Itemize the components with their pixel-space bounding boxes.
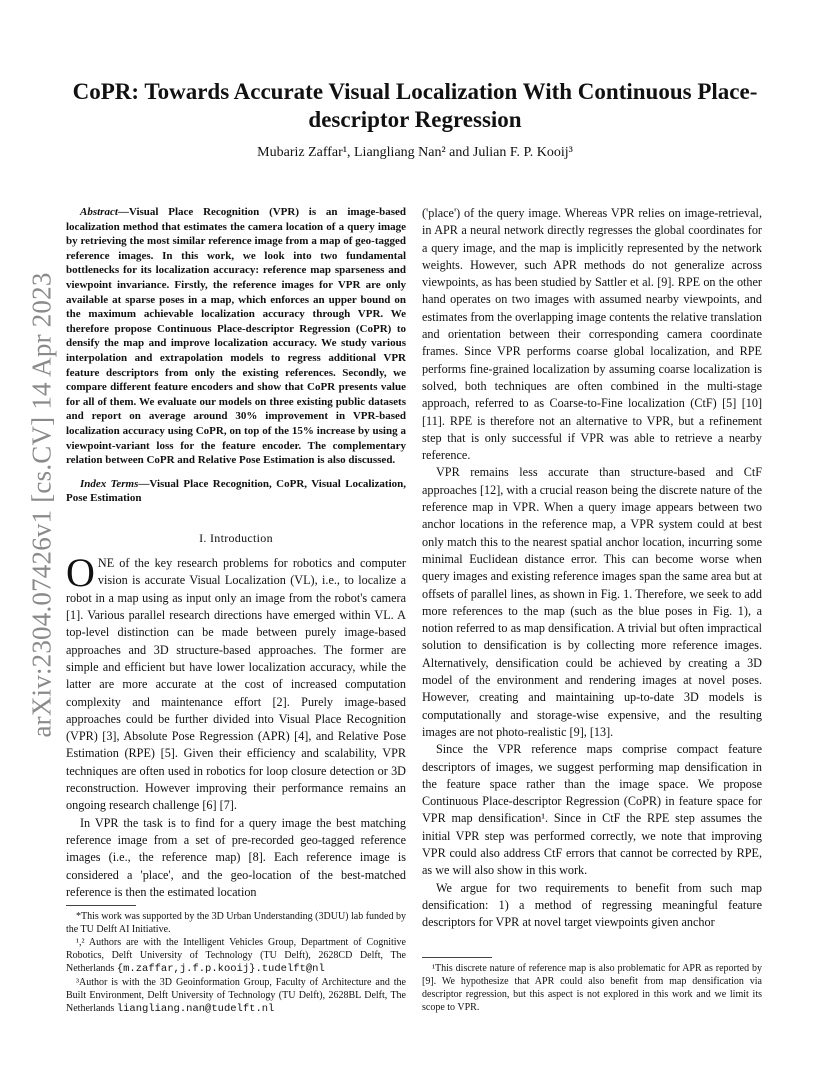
arxiv-stamp: arXiv:2304.07426v1 [cs.CV] 14 Apr 2023: [26, 272, 57, 738]
right-paragraph-2: VPR remains less accurate than structure-based and CtF approaches [12], with a crucial reason being the discrete nature of the reference map in VPR. When a query image appears between two anchor locations in the reference map, a VPR system could at best only match this to the nearest spatial anchor location, incurring some minimal Euclidean distance error. This can become worse when query images and existing reference images span the same area but at offsets of parallel lines, as shown in Fig. 1. Therefore, we seek to add more references to the map (such as the blue poses in Fig. 1), a notion referred to as map densification. A trivial but often impractical solution to densification is by collecting more reference images. Alternatively, densification could be achieved by creating a 3D model of the environment and rendering images at novel poses. However, creating and maintaining up-to-date 3D models is computationally and storage-wise expensive, and the resulting images are not photo-realistic [9], [13].: [422, 465, 762, 739]
footnote-right: [422, 962, 762, 1014]
right-paragraph-1: ('place') of the query image. Whereas VPR relies on image-retrieval, in APR a neural network directly regresses the global coordinates for a query image, and the map is implicitly represented by the network weights. However, such APR methods do not generalize across viewpoints, as has been studied by Sattler et al. [9]. RPE on the other hand operates on two images with assumed nearby viewpoints, and estimates from the overlapping image contents the relative translation and orientation between their corresponding camera coordinate frames. Since VPR performs coarse global localization, and RPE performs fine-grained localization by assuming coarse localization is solved, both techniques are often combined in the multi-stage approach, referred to as Coarse-to-Fine localization (CtF) [5] [10] [11]. RPE is therefore not an alternative to VPR, but a refinement step that is only successful if VPR was able to retrieve a nearby reference.: [422, 206, 762, 463]
author-email-2[interactable]: liangliang.nan@tudelft.nl: [116, 1003, 275, 1015]
paper-title: CoPR: Towards Accurate Visual Localization With Continuous Place-descriptor Regression: [72, 79, 758, 132]
index-terms-text: —Visual Place Recognition, CoPR, Visual Localization, Pose Estimation: [66, 477, 406, 505]
index-terms-label: Index Terms: [80, 477, 139, 490]
author-email-1[interactable]: {m.zaffar,j.f.p.kooij}.tudelft@nl: [116, 963, 325, 975]
index-terms: [66, 477, 406, 506]
footnote-funding: *This work was supported by the 3D Urban Understanding (3DUU) lab funded by the TU Delft AI Initiative.: [66, 911, 406, 935]
author-list: Mubariz Zaffar¹, Liangliang Nan² and Julian F. P. Kooij³: [257, 145, 573, 160]
footnote-affiliation-1: ¹,² Authors are with the Intelligent Vehicles Group, Department of Cognitive Robotics, Delft University of Technology (TU Delft), 2628CD Delft, The Netherlands {m.zaffar,j.f.p.kooij}.tudelft@nl: [66, 937, 406, 975]
right-paragraph-3: Since the VPR reference maps comprise compact feature descriptors of images, we suggest performing map densification in the feature space rather than the image space. We propose Continuous Place-descriptor Regression (CoPR) in feature space for VPR map densification¹. Since in CtF the RPE step assumes the initial VPR step was performed correctly, we note that improving VPR could also address CtF errors that cannot be corrected by RPE, as we will also show in this work.: [422, 742, 762, 878]
intro-paragraph-2: In VPR the task is to find for a query image the best matching reference image from a set of pre-recorded geo-tagged reference images (i.e., the reference map) [8]. Each reference image is considered a 'place', and the geo-location of the best-matched reference is then the estimated location: [66, 815, 406, 899]
footnote-affiliation-2: ³Author is with the 3D Geoinformation Group, Faculty of Architecture and the Built Environment, Delft University of Technology (TU Delft), 2628BL Delft, The Netherlands liangliang.nan@tudelft.nl: [66, 977, 406, 1015]
abstract-label: Abstract: [80, 206, 118, 218]
footnotes-left: [66, 910, 406, 1016]
right-column: [422, 205, 762, 931]
footnote-rule: [66, 905, 136, 906]
intro-paragraph-1: [66, 550, 406, 814]
drop-cap: O: [66, 550, 95, 596]
section-heading: I. Introduction: [199, 530, 273, 545]
footnote-rule-right: [422, 957, 492, 958]
left-column: [66, 205, 406, 901]
abstract: [66, 205, 406, 468]
footnote-1: ¹This discrete nature of reference map is also problematic for APR as reported by [9]. We hypothesize that APR could also benefit from map densification via descriptor regression, but this aspect is not explored in this work and we limit its scope to VPR.: [422, 963, 762, 1013]
abstract-text: —Visual Place Recognition (VPR) is an image-based localization method that estimates the camera location of a query image by retrieving the most similar reference image from a map of geo-tagged reference images. In this work, we look into two fundamental bottlenecks for its localization accuracy: reference map sparseness and viewpoint invariance. Firstly, the reference images for VPR are only available at sparse poses in a map, which enforces an upper bound on the maximum achievable localization accuracy through VPR. We therefore propose Continuous Place-descriptor Regression (CoPR) to densify the map and improve localization accuracy. We study various interpolation and extrapolation models to regress additional VPR feature descriptors from only the existing references. Secondly, we compare different feature encoders and show that CoPR presents value for all of them. We evaluate our models on three existing public datasets and report on average around 30% improvement in VPR-based localization accuracy using CoPR, on top of the 15% increase by using a viewpoint-variant loss for the feature encoder. The complementary relation between CoPR and Relative Pose Estimation is also discussed.: [66, 206, 406, 467]
intro-text-1: NE of the key research problems for robotics and computer vision is accurate Visual Localization (VL), i.e., to localize a robot in a map using as input only an image from the robot's camera [1]. Various parallel research directions have emerged within VL. A top-level distinction can be made between purely image-based approaches and 3D structure-based approaches. The former are simple and efficient but have lower localization accuracy, while the latter are more accurate at the cost of increased computation complexity and maintenance effort [2]. Purely image-based approaches could be further divided into Visual Place Recognition (VPR) [3], Absolute Pose Regression (APR) [4], and Relative Pose Estimation (RPE) [5]. Given their efficiency and scalability, VPR techniques are often used in robotics for loop closure detection or 3D reconstruction. However improving their performance remains an ongoing research challenge [6] [7].: [66, 556, 406, 813]
right-paragraph-4: We argue for two requirements to benefit from such map densification: 1) a method of regressing meaningful feature descriptors for VPR at novel target viewpoints given anchor: [422, 880, 762, 930]
